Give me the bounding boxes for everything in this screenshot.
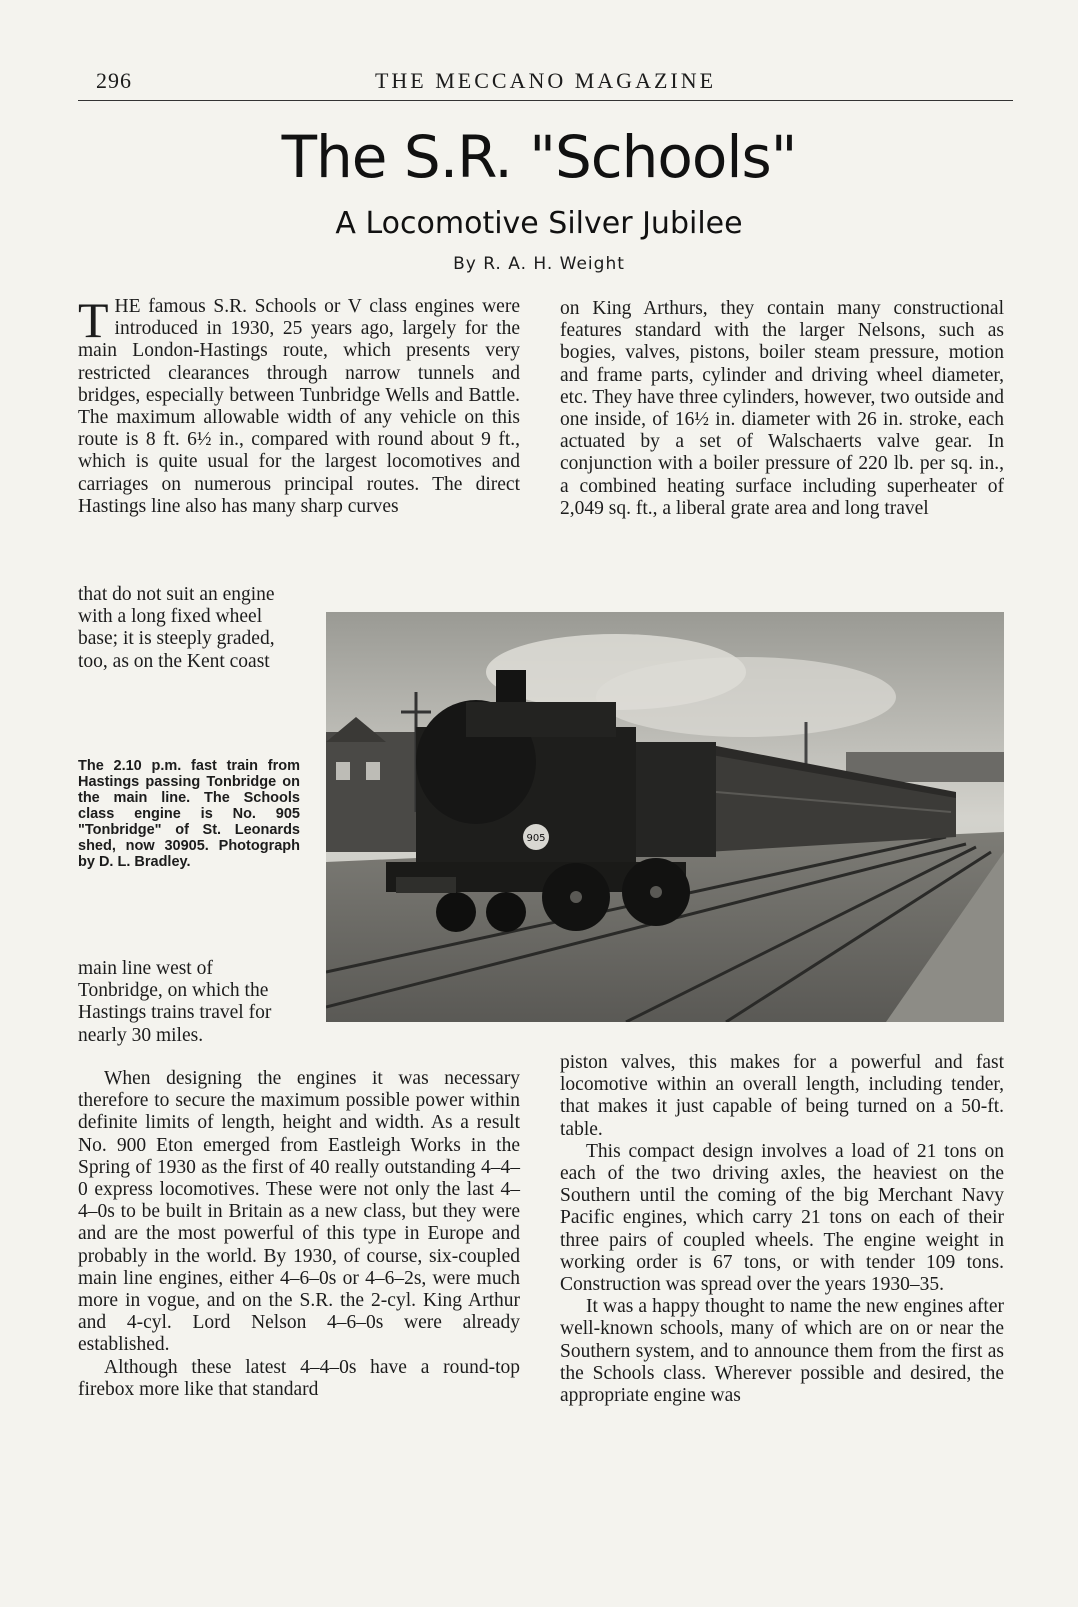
paragraph-text: main line west of Tonbridge, on which the Hastings trains travel for nearly 30 miles.	[78, 958, 272, 1046]
paragraph-text: It was a happy thought to name the new engines after well-known schools, many of which are on or near the Southern system, and to announce them from the first as the Schools class. Wherever possible and desired, the appropriate engine was	[560, 1296, 1004, 1407]
right-column-top	[560, 298, 1004, 520]
magazine-title: THE MECCANO MAGAZINE	[374, 68, 717, 93]
left-narrow-column-lower	[78, 958, 300, 1047]
page-number: 296	[96, 68, 132, 93]
building-left	[326, 732, 416, 852]
article-title: The S.R. "Schools"	[281, 123, 797, 191]
left-narrow-column	[78, 584, 300, 673]
drop-cap: T	[78, 292, 109, 348]
article-byline: By R. A. H. Weight	[453, 254, 625, 274]
paragraph-text: on King Arthurs, they contain many constructional features standard with the larger Nelsons, such as bogies, valves, pistons, boiler steam pressure, motion and frame parts, cylinder and driving wheel diameter, etc. They have three cylinders, however, two outside and one inside, of 16½ in. diameter with 26 in. stroke, each actuated by a set of Walschaerts valve gear. In conjunction with a boiler pressure of 220 lb. per sq. in., a combined heating surface including superheater of 2,049 sq. ft., a liberal grate area and long travel	[560, 298, 1004, 519]
paragraph-text: This compact design involves a load of 21 tons on each of the two driving axles, the heaviest on the Southern until the coming of the big Merchant Navy Pacific engines, which carry 21 tons on each of their three pairs of coupled wheels. The engine weight in working order is 67 tons, or with tender 109 tons. Construction was spread over the years 1930–35.	[560, 1140, 1004, 1296]
paragraph-text: When designing the engines it was necessary therefore to secure the maximum possible power within definite limits of length, height and width. As a result No. 900 Eton emerged from Eastleigh Works in the Spring of 1930 as the first of 40 really outstanding 4–4–0 express locomotives. These were not only the last 4–4–0s to be built in Britain as a new class, but they were and are the most powerful of this type in Europe and probably in the world. By 1930, of course, six-coupled main line engines, either 4–6–0s or 4–6–2s, were much more in vogue, and on the S.R. the 2-cyl. King Arthur and 4-cyl. Lord Nelson 4–6–0s were already established.	[78, 1068, 520, 1356]
bogie-wheel	[486, 892, 526, 932]
smokebox-number: 905	[526, 833, 546, 844]
paragraph-text: Although these latest 4–4–0s have a round-top firebox more like that standard	[78, 1356, 520, 1400]
bogie-wheel	[436, 892, 476, 932]
article-subtitle: A Locomotive Silver Jubilee	[335, 206, 743, 241]
photo-caption: The 2.10 p.m. fast train from Hastings passing Tonbridge on the main line. The Schools class engine is No. 905 "Tonbridge" of St. Leonards shed, now 30905. Photograph by D. L. Bradley.	[78, 758, 300, 870]
left-column-bottom	[78, 1068, 520, 1401]
paragraph-text: piston valves, this makes for a powerful and fast locomotive within an overall length, including tender, that makes it just capable of being turned on a 50-ft. table.	[560, 1052, 1004, 1140]
locomotive-photo	[326, 612, 1004, 1022]
running-head	[78, 66, 1013, 101]
paragraph-text: that do not suit an engine with a long fixed wheel base; it is steeply graded, too, as on the Kent coast	[78, 584, 275, 672]
paragraph-text: HE famous S.R. Schools or V class engines were introduced in 1930, 25 years ago, largely for the main London-Hastings route, which presents very restricted clearances through narrow tunnels and bridges, especially between Tunbridge Wells and Battle. The maximum allowable width of any vehicle on this route is 8 ft. 6½ in., compared with round about 9 ft., which is quite usual for the largest locomotives and carriages on numerous principal routes. The direct Hastings line also has many sharp curves	[78, 296, 520, 517]
left-column-top	[78, 292, 520, 518]
right-column-bottom	[560, 1052, 1004, 1407]
